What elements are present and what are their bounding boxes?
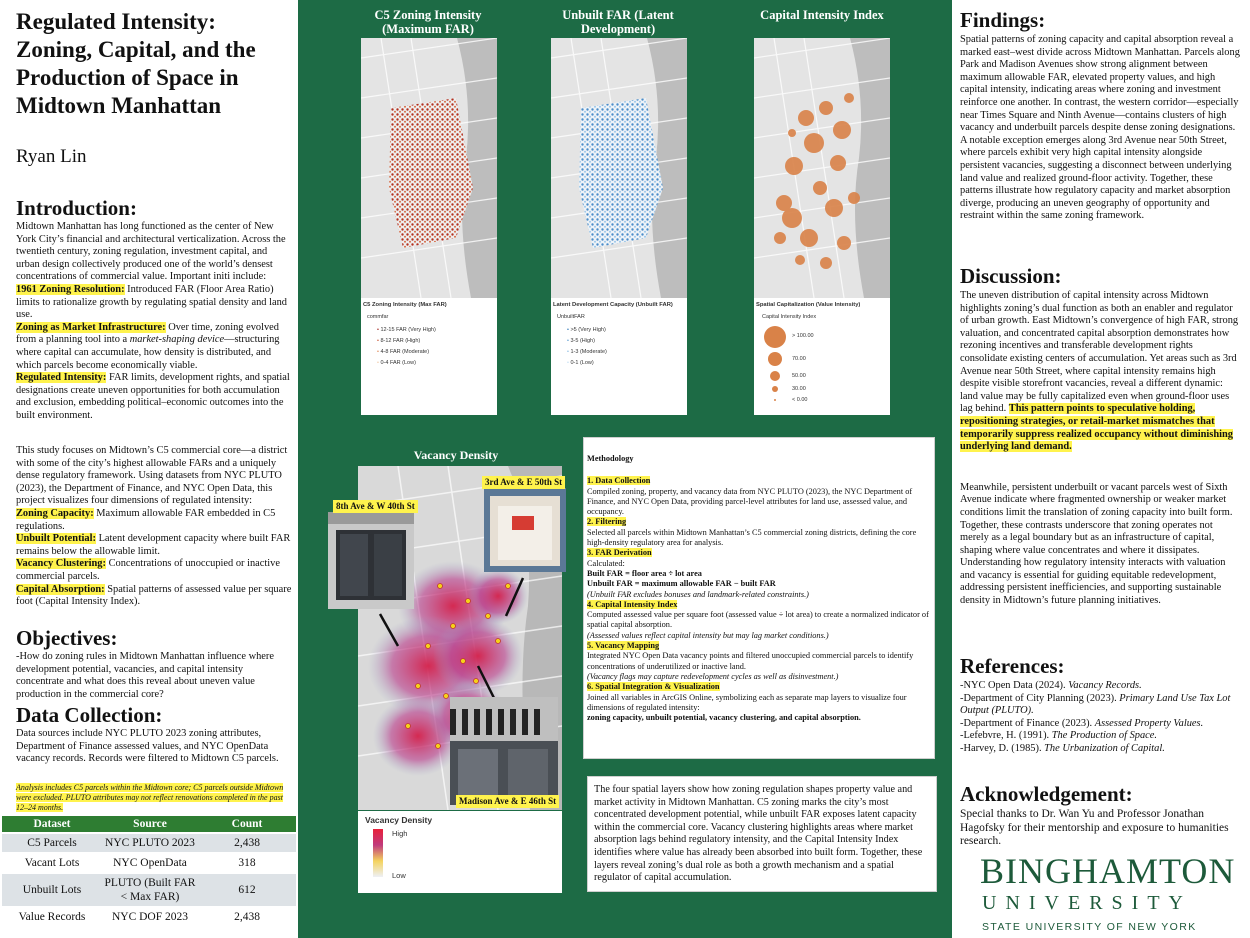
legend-circle-xs xyxy=(774,399,776,401)
method-step-heading: 3. FAR Derivation xyxy=(587,548,652,558)
table-header: Count xyxy=(198,816,296,833)
callout-8th-ave: 8th Ave & W 40th St xyxy=(333,500,418,513)
legend-label: 8-12 FAR (High) xyxy=(380,338,421,344)
data-collection-heading: Data Collection: xyxy=(16,703,163,727)
dimension-text: Latent development capacity where built FAR remains below the allowable limit. xyxy=(16,533,291,557)
reference-title: Assessed Property Values. xyxy=(1094,717,1204,729)
dimension-label: Capital Absorption: xyxy=(16,583,105,595)
table-row xyxy=(2,853,296,873)
capital-map-image xyxy=(754,38,890,298)
discussion-body xyxy=(960,290,1242,454)
university-logo-wordmark: BINGHAMTON xyxy=(980,851,1236,891)
zoning-map-image xyxy=(361,38,497,298)
intro-item-text: —structuring where capital can accumulate, how density is distributed, and which parcels become economically viable. xyxy=(16,334,280,371)
reference-item xyxy=(960,680,1242,693)
intro-item-label: 1961 Zoning Resolution: xyxy=(16,283,125,295)
legend-title: Latent Development Capacity (Unbuilt FAR) xyxy=(553,302,673,308)
zoning-map-title: C5 Zoning Intensity (Maximum FAR) xyxy=(374,8,482,36)
intro-item-text: Over time, zoning evolved from a planning tool into a xyxy=(16,321,279,346)
references-list xyxy=(960,680,1242,756)
legend-item xyxy=(377,327,495,333)
left-column xyxy=(0,0,298,938)
data-collection-note xyxy=(16,783,292,813)
legend-label: > 100.00 xyxy=(792,333,814,339)
callout-3rd-ave: 3rd Ave & E 50th St xyxy=(482,476,565,489)
methodology-content xyxy=(584,438,934,727)
reference-title: The Production of Space. xyxy=(1051,730,1157,742)
intro-item-label: Zoning as Market Infrastructure: xyxy=(16,321,166,333)
methodology-title: Methodology xyxy=(587,454,634,463)
legend-field: commfar xyxy=(367,314,389,320)
study-paragraph: This study focuses on Midtown’s C5 commercial core—a district with some of the city’s highest allowable FARs and a uniquely dense regulatory framework. Using datasets from NYC PLUTO (2023), the Department of Finance, and NYC Open Data, this project visualizes four dimensions of regulated intensity: xyxy=(16,445,288,507)
method-step-text: Built FAR = floor area ÷ lot area xyxy=(587,568,702,578)
legend-circle-lg xyxy=(768,352,782,366)
table-row xyxy=(2,873,296,907)
capital-map-title: Capital Intensity Index xyxy=(760,8,884,22)
table-cell: C5 Parcels xyxy=(2,833,102,853)
table-header-row xyxy=(2,816,296,833)
legend-item xyxy=(567,360,685,366)
findings-text: Spatial patterns of zoning capacity and capital absorption reveal a marked east–west divide across Midtown Manhattan. Parcels along Park and Madison Avenues show strong alignment between maximum allowable FAR, elevated property values, and high capital intensity, indicating areas where zoning and investment reinforce one another. In contrast, the western corridor—especially near Times Square and Ninth Avenue—contains clusters of high vacancy and underbuilt parcels despite dense zoning designations. A notable exception emerges along 3rd Avenue near 50th Street, where parcels exhibit very high capital intensity alongside persistent vacancies, suggesting a disconnect between underlying land value and realized ground-floor activity. Together, these patterns illustrate how regulatory capacity and market absorption diverge, producing an uneven geography of opportunity and restraint within the same zoning framework. xyxy=(960,34,1240,222)
method-step-heading: 1. Data Collection xyxy=(587,476,651,486)
table-row xyxy=(2,833,296,853)
legend-circle-md xyxy=(770,371,780,381)
summary-box xyxy=(587,776,937,892)
reference-text: -Lefebvre, H. (1991). xyxy=(960,730,1052,742)
method-step-heading: 4. Capital Intensity Index xyxy=(587,599,678,609)
zoning-legend xyxy=(363,302,495,371)
reference-title: Vacancy Records. xyxy=(1068,680,1142,691)
legend-low-label: Low xyxy=(392,871,406,880)
unbuilt-map-card xyxy=(551,38,687,415)
objectives-heading: Objectives: xyxy=(16,626,118,650)
table-cell: Value Records xyxy=(2,907,102,926)
university-logo-tagline: STATE UNIVERSITY OF NEW YORK xyxy=(982,921,1197,933)
callout-madison-ave: Madison Ave & E 46th St xyxy=(456,795,559,808)
legend-label: 1-3 (Moderate) xyxy=(570,349,607,355)
legend-field: Capital Intensity Index xyxy=(762,314,817,320)
method-step-text: Integrated NYC Open Data vacancy points and filtered unoccupied commercial parcels to identify concentrations of underutilized or inactive land. xyxy=(587,651,914,671)
objectives-section xyxy=(16,626,292,701)
references-heading: References: xyxy=(960,654,1065,678)
legend-high-label: High xyxy=(392,829,408,838)
intro-item-text: Introduced FAR (Floor Area Ratio) limits to rationalize growth by regulating spatial density and land use. xyxy=(16,283,287,321)
photo-3rd-ave-svg xyxy=(484,488,566,572)
legend-label: 50.00 xyxy=(792,373,806,379)
method-step-text: zoning capacity, unbuilt potential, vacancy clustering, and capital absorption. xyxy=(587,713,861,723)
dataset-table xyxy=(2,816,296,926)
method-step-text: Calculated: xyxy=(587,558,625,568)
unbuilt-map-image xyxy=(551,38,687,298)
legend-label: < 0.00 xyxy=(792,397,808,403)
table-cell: NYC DOF 2023 xyxy=(102,907,198,926)
intro-item-emphasis: market-shaping device xyxy=(129,334,225,346)
reference-title: Primary Land Use Tax Lot Output (PLUTO). xyxy=(960,692,1231,717)
method-step-text: Selected all parcels within Midtown Manhattan’s C5 commercial zoning districts, defining the core high-density regulatory area for analysis. xyxy=(587,527,917,548)
legend-title: Vacancy Density xyxy=(365,815,433,825)
unbuilt-legend xyxy=(553,302,685,371)
intro-item-label: Regulated Intensity: xyxy=(16,372,107,384)
legend-swatch: • xyxy=(567,349,571,355)
dimension-label: Zoning Capacity: xyxy=(16,507,94,519)
intro-item-text: FAR limits, development rights, and spatial designations create uneven opportunities for both accumulation and exclusion, embedding political–economic outcomes into the built environment. xyxy=(16,372,290,421)
discussion-paragraph: The uneven distribution of capital intensity across Midtown highlights zoning’s dual function as both an enabler and regulator of urban growth. East Midtown’s convergence of high FAR, strong valuation, and concentrated capital absorption demonstrates how rezoning incentives and transferable development rights consolidate existing centers of accumulation. Yet areas such as 3rd Avenue near 50th Street, where capital intensity remains high despite visible storefront vacancies, reveal a different dynamic: land value may be fully capitalized even when ground-floor uses lag behind. xyxy=(960,290,1239,415)
reference-item xyxy=(960,730,1242,743)
legend-label: 0-4 FAR (Low) xyxy=(380,360,416,366)
method-step-note: (Assessed values reflect capital intensity but may lag market conditions.) xyxy=(587,630,829,640)
findings-heading: Findings: xyxy=(960,8,1046,32)
capital-map-card xyxy=(754,38,890,415)
legend-swatch: • xyxy=(567,327,571,333)
introduction-section xyxy=(16,196,292,423)
table-cell: NYC OpenData xyxy=(102,853,198,873)
method-step-text: Joined all variables in ArcGIS Online, symbolizing each as separate map layers to visualize four dimensions of regulated intensity: xyxy=(587,692,907,712)
legend-item xyxy=(567,327,685,333)
data-collection-text: Data sources include NYC PLUTO 2023 zoning attributes, Department of Finance assessed values, and NYC OpenData vacancy records. Records were filtered to Midtown C5 parcels. xyxy=(16,728,279,765)
right-column xyxy=(952,0,1250,938)
vacancy-color-ramp xyxy=(373,829,383,877)
legend-label: 4-8 FAR (Moderate) xyxy=(380,349,430,355)
photo-8th-ave xyxy=(328,512,414,609)
dimension-text: Concentrations of unoccupied or inactive commercial parcels. xyxy=(16,558,280,582)
legend-item xyxy=(377,360,495,366)
legend-circle-sm xyxy=(772,386,778,392)
intro-paragraph: Midtown Manhattan has long functioned as the center of New York City’s financial and architectural verticalization. Across the twentieth century, zoning regulation, investment capital, and urban design collectively produced one of the world’s densest concentrations of commercial value. Important initi include: xyxy=(16,221,286,283)
introduction-body xyxy=(16,221,292,423)
method-step-heading: 5. Vacancy Mapping xyxy=(587,641,660,651)
legend-swatch: • xyxy=(567,338,571,344)
unbuilt-map-svg xyxy=(551,38,687,298)
table-cell: Unbuilt Lots xyxy=(2,873,102,907)
data-collection-section xyxy=(16,703,292,813)
university-logo-subtitle: UNIVERSITY xyxy=(982,892,1192,914)
table-cell: 2,438 xyxy=(198,907,296,926)
legend-title: C5 Zoning Intensity (Max FAR) xyxy=(363,302,447,308)
table-cell: 2,438 xyxy=(198,833,296,853)
zoning-map-svg xyxy=(361,38,497,298)
table-cell: 318 xyxy=(198,853,296,873)
method-step-note: (Vacancy flags may capture redevelopment cycles as well as disinvestment.) xyxy=(587,671,839,681)
legend-swatch: • xyxy=(567,360,571,366)
dimension-text: Maximum allowable FAR embedded in C5 regulations. xyxy=(16,507,276,532)
reference-text: -Department of Finance (2023). xyxy=(960,717,1095,729)
photo-3rd-ave xyxy=(484,488,566,572)
reference-item xyxy=(960,718,1242,731)
legend-item xyxy=(377,349,495,355)
legend-label: 12-15 FAR (Very High) xyxy=(380,327,436,333)
legend-circle-xl xyxy=(764,326,786,348)
legend-swatch: • xyxy=(377,360,381,366)
table-cell: 612 xyxy=(198,873,296,907)
vacancy-legend xyxy=(358,811,562,893)
method-step-text: Compiled zoning, property, and vacancy data from NYC PLUTO (2023), the NYC Department of Finance, and NYC Open Data, providing parcel-level attributes for land use, assessed value, and occupancy. xyxy=(587,486,913,517)
legend-swatch: • xyxy=(377,349,381,355)
findings-section xyxy=(960,8,1242,223)
capital-legend-symbols xyxy=(756,326,888,408)
legend-label: 70.00 xyxy=(792,356,806,362)
capital-map-svg xyxy=(754,38,890,298)
photo-madison-ave xyxy=(450,697,558,805)
poster-title: Regulated Intensity: Zoning, Capital, and the Production of Space in Midtown Manhattan xyxy=(16,9,256,118)
legend-item xyxy=(567,338,685,344)
reference-title: The Urbanization of Capital. xyxy=(1044,742,1165,754)
introduction-heading: Introduction: xyxy=(16,196,137,220)
method-step-note: (Unbuilt FAR excludes bonuses and landmark-related constraints.) xyxy=(587,589,809,599)
note-text: Analysis includes C5 parcels within the Midtown core; C5 parcels outside Midtown were excluded. PLUTO attributes may not reflect renovations completed in the past 12–24 months. xyxy=(16,782,284,812)
method-step-text: Unbuilt FAR = maximum allowable FAR − built FAR xyxy=(587,579,776,589)
discussion-highlight: This pattern points to speculative holding, repositioning strategies, or retail-market mismatches that temporarily suppress realized occupancy without diminishing underlying land demand. xyxy=(960,403,1233,453)
method-step-heading: 6. Spatial Integration & Visualization xyxy=(587,682,720,692)
methodology-box xyxy=(583,437,935,759)
table-cell: NYC PLUTO 2023 xyxy=(102,833,198,853)
legend-label: 30.00 xyxy=(792,386,806,392)
table-row xyxy=(2,907,296,926)
legend-item xyxy=(377,338,495,344)
discussion-heading: Discussion: xyxy=(960,264,1062,288)
reference-text: -NYC Open Data (2024). xyxy=(960,680,1069,691)
table-cell: Vacant Lots xyxy=(2,853,102,873)
table-header: Source xyxy=(102,816,198,833)
capital-legend xyxy=(756,302,888,408)
dimension-label: Unbuilt Potential: xyxy=(16,533,96,545)
unbuilt-map-title: Unbuilt FAR (Latent Development) xyxy=(562,8,674,36)
legend-item xyxy=(567,349,685,355)
acknowledgement-heading: Acknowledgement: xyxy=(960,782,1133,806)
acknowledgement-text: Special thanks to Dr. Wan Yu and Professor Jonathan Hagofsky for their mentorship and exposure to humanities research. xyxy=(960,808,1229,847)
method-step-text: Computed assessed value per square foot (assessed value ÷ lot area) to create a normalized indicator of spatial capital absorption. xyxy=(587,610,929,630)
references-section xyxy=(960,654,1242,756)
vacancy-map-title: Vacancy Density xyxy=(413,448,499,462)
legend-swatch: • xyxy=(377,338,381,344)
method-step-heading: 2. Filtering xyxy=(587,517,627,527)
objectives-text: -How do zoning rules in Midtown Manhattan influence where development potential, vacancies, and capital intensity concentrate and what does this reveal about uneven value production in the commercial core? xyxy=(16,651,274,700)
photo-madison-ave-svg xyxy=(450,697,558,805)
reference-text: -Department of City Planning (2023). xyxy=(960,692,1120,704)
legend-swatch: • xyxy=(377,327,381,333)
reference-item xyxy=(960,743,1242,756)
dimension-text: Spatial patterns of assessed value per square foot (Capital Intensity Index). xyxy=(16,583,292,608)
legend-field: UnbuiltFAR xyxy=(557,314,585,320)
author-name: Ryan Lin xyxy=(16,146,87,167)
summary-text: The four spatial layers show how zoning regulation shapes property value and market activity in Midtown Manhattan. C5 zoning marks the city’s most concentrated development potential, while unbuilt FAR exposes latent capacity within the commercial core. Vacancy clustering highlights areas where market absorption lags behind regulatory intensity, and the Capital Intensity Index identifies where value has already been absorbed into built form. Together, these layers reveal zoning’s dual role as both a growth mechanism and a spatial regulator of capital accumulation. xyxy=(594,784,923,884)
discussion-section xyxy=(960,264,1242,608)
table-cell: PLUTO (Built FAR < Max FAR) xyxy=(102,873,198,907)
dimension-label: Vacancy Clustering: xyxy=(16,558,106,570)
legend-label: >5 (Very High) xyxy=(570,327,606,333)
discussion-paragraph-2: Meanwhile, persistent underbuilt or vacant parcels west of Sixth Avenue indicate where fragmented ownership or weaker market conditions limit the translation of zoning capacity into built form. Together, these contrasts underscore that zoning operates not merely as a legal boundary but as an infrastructure of capital, shaping where value concentrates and where it dissipates. Understanding how regulatory intensity interacts with valuation and vacancy is essential for guiding equitable redevelopment, addressing persistent inefficiencies, and supporting sustainable density in Midtown’s future planning initiatives. xyxy=(960,481,1233,607)
table-header: Dataset xyxy=(2,816,102,833)
legend-title: Spatial Capitalization (Value Intensity) xyxy=(756,302,861,308)
reference-text: -Harvey, D. (1985). xyxy=(960,742,1045,754)
legend-label: 3-5 (High) xyxy=(570,338,595,344)
reference-item xyxy=(960,693,1242,718)
study-focus xyxy=(16,445,292,609)
zoning-map-card xyxy=(361,38,497,415)
acknowledgement-section xyxy=(960,782,1242,849)
photo-8th-ave-svg xyxy=(328,512,414,609)
maps-panel xyxy=(298,0,952,938)
legend-label: 0-1 (Low) xyxy=(570,360,594,366)
